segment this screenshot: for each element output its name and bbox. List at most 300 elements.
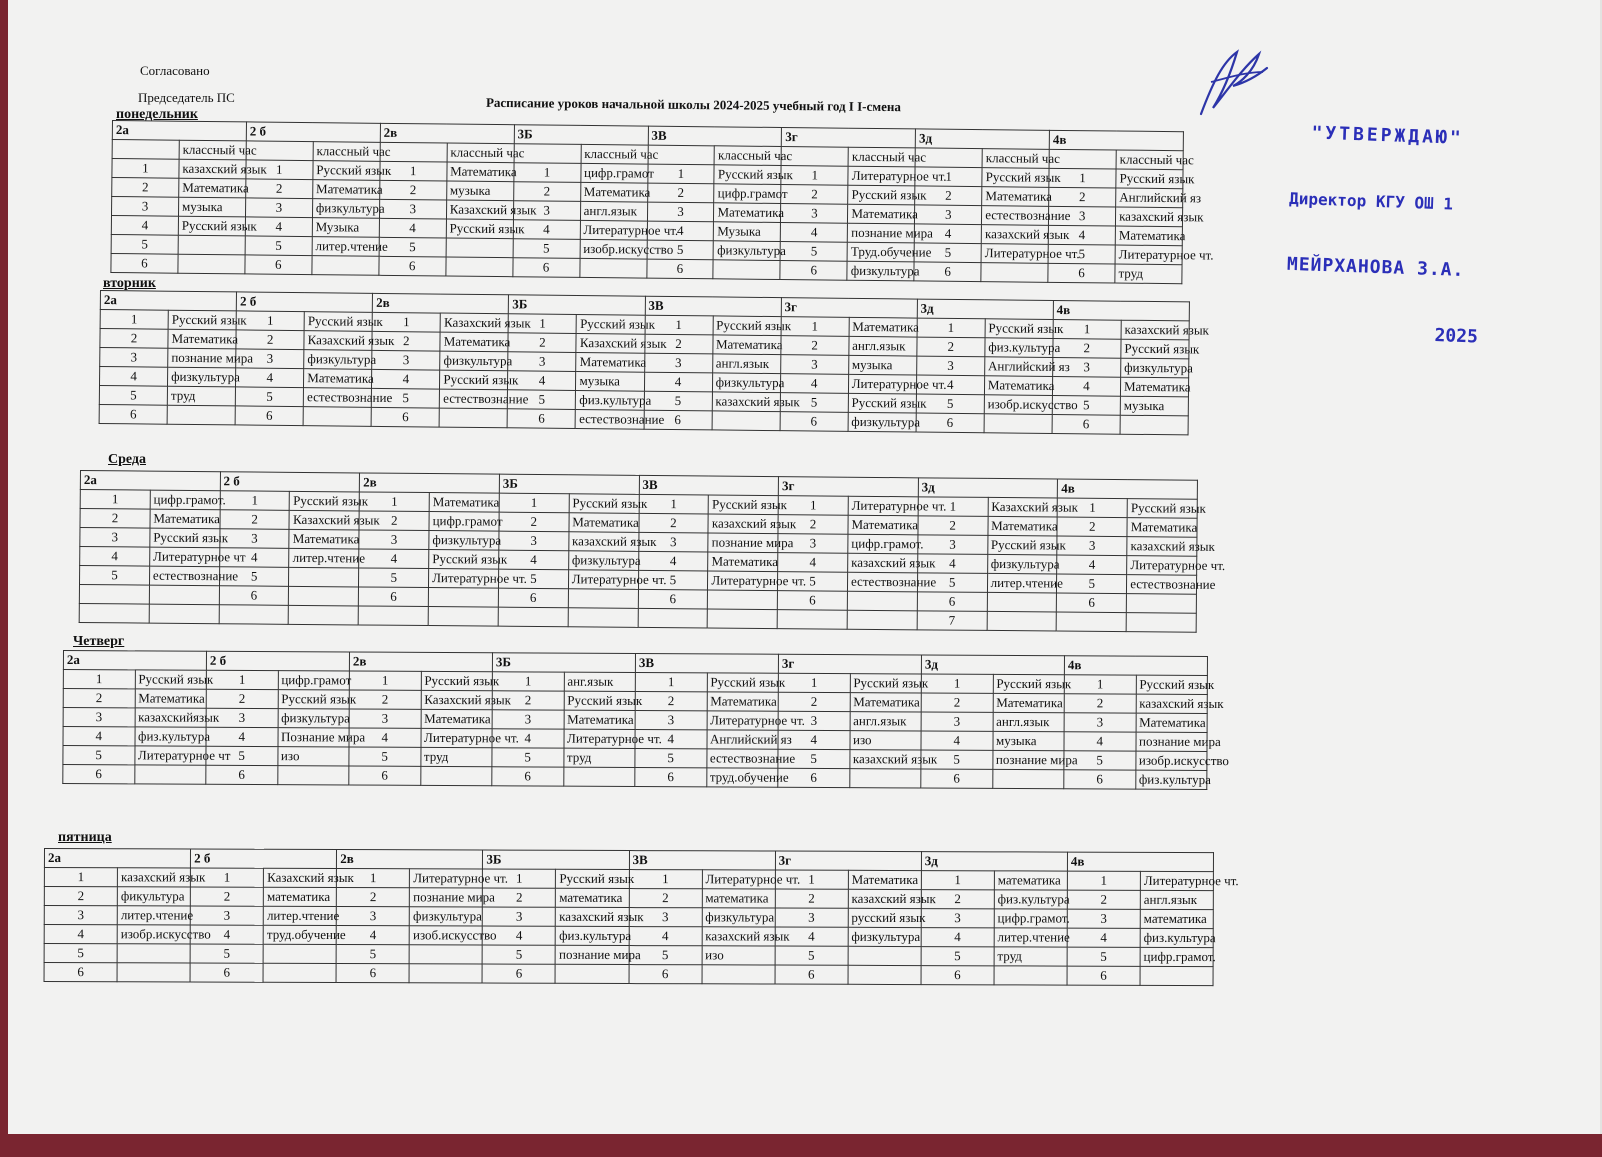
lesson-number: 4 bbox=[1067, 928, 1140, 947]
lesson-subject: естествознание bbox=[847, 572, 917, 592]
stamp-line-2: Директор КГУ ОШ 1 bbox=[1288, 188, 1454, 214]
lesson-number: 4 bbox=[336, 926, 409, 945]
lesson-subject: классный час bbox=[179, 140, 246, 160]
lesson-subject: классный час bbox=[313, 142, 380, 162]
lesson-number: 6 bbox=[629, 965, 702, 984]
lesson-number: 3 bbox=[781, 204, 848, 224]
lesson-number: 3 bbox=[775, 908, 848, 927]
lesson-number: 5 bbox=[778, 749, 850, 768]
lesson-subject: Русский язык bbox=[714, 165, 781, 185]
lesson-subject: познание мира bbox=[708, 533, 778, 553]
lesson-number: 5 bbox=[1064, 751, 1136, 770]
lesson-subject: музыка bbox=[446, 181, 513, 201]
lesson-number: 4 bbox=[917, 554, 987, 574]
lesson-number: 1 bbox=[918, 497, 988, 517]
lesson-subject: литер.чтение bbox=[987, 573, 1057, 593]
day-label: Четверг bbox=[73, 634, 125, 649]
lesson-number: 2 bbox=[190, 887, 263, 906]
lesson-subject: Русский язык bbox=[313, 161, 380, 181]
lesson-subject: Русский язык bbox=[850, 674, 922, 693]
lesson-subject: Русский язык bbox=[569, 494, 639, 514]
lesson-subject: труд bbox=[1115, 264, 1182, 284]
lesson-number: 4 bbox=[508, 371, 576, 391]
class-header: 3Б bbox=[514, 125, 648, 145]
lesson-number: 2 bbox=[644, 334, 712, 354]
lesson-subject: Русский язык bbox=[1136, 675, 1208, 694]
lesson-subject: естествознание bbox=[982, 206, 1049, 226]
lesson-number: 2 bbox=[647, 183, 714, 203]
lesson-number: 1 bbox=[1064, 675, 1136, 694]
lesson-subject: классный час bbox=[715, 146, 782, 166]
lesson-subject: познание мира bbox=[1135, 732, 1207, 751]
lesson-number: 5 bbox=[513, 239, 580, 259]
lesson-subject: физ.культура bbox=[1135, 770, 1207, 789]
lesson-subject: Русский язык bbox=[848, 393, 916, 413]
lesson-subject: труд.обучение bbox=[263, 925, 336, 944]
lesson-number: 1 bbox=[514, 163, 581, 183]
lesson-subject: Математика bbox=[447, 162, 514, 182]
lesson-number: 3 bbox=[111, 197, 178, 217]
lesson-subject: труд.обучение bbox=[706, 768, 778, 787]
lesson-subject: Математика bbox=[304, 369, 372, 389]
class-header: 3г bbox=[782, 128, 916, 148]
lesson-number: 2 bbox=[635, 691, 707, 710]
lesson-number: 2 bbox=[499, 512, 569, 532]
lesson-number: 4 bbox=[379, 218, 446, 238]
lesson-subject bbox=[178, 254, 245, 274]
lesson-number: 3 bbox=[513, 201, 580, 221]
lesson-number: 6 bbox=[778, 768, 850, 787]
lesson-number: 3 bbox=[921, 712, 993, 731]
lesson-number: 3 bbox=[236, 349, 304, 369]
lesson-number: 3 bbox=[44, 906, 117, 925]
lesson-subject: Математика bbox=[708, 552, 778, 572]
lesson-subject: музыка bbox=[1120, 396, 1188, 416]
lesson-subject: англ.язык bbox=[580, 201, 647, 221]
lesson-subject bbox=[178, 235, 245, 255]
lesson-subject: Музыка bbox=[714, 222, 781, 242]
lesson-subject: Русский язык bbox=[446, 219, 513, 239]
lesson-number: 2 bbox=[337, 888, 410, 907]
lesson-subject: казахский язык bbox=[179, 159, 246, 179]
lesson-number: 5 bbox=[1048, 244, 1115, 264]
lesson-number: 1 bbox=[337, 869, 410, 888]
lesson-number: 5 bbox=[219, 567, 289, 587]
lesson-number: 6 bbox=[1052, 414, 1120, 434]
lesson-number: 1 bbox=[246, 160, 313, 180]
lesson-number: 6 bbox=[780, 261, 847, 281]
lesson-subject: Русский язык bbox=[135, 670, 207, 689]
lesson-number: 1 bbox=[775, 870, 848, 889]
approved-label: Согласовано bbox=[140, 63, 210, 78]
lesson-subject: анг.язык bbox=[564, 672, 636, 691]
lesson-number: 6 bbox=[916, 413, 984, 433]
lesson-subject bbox=[1126, 594, 1196, 614]
lesson-number: 5 bbox=[349, 747, 421, 766]
lesson-number: 2 bbox=[112, 178, 179, 198]
lesson-subject: Математика bbox=[982, 187, 1049, 207]
lesson-subject: физкультура bbox=[440, 351, 508, 371]
lesson-subject: музыка bbox=[848, 355, 916, 375]
day-label: пятница bbox=[58, 830, 112, 845]
lesson-number: 6 bbox=[513, 258, 580, 278]
lesson-subject: Русский язык bbox=[421, 671, 493, 690]
lesson-subject: физкультура bbox=[848, 927, 921, 946]
class-header: 3д bbox=[921, 655, 1064, 675]
lesson-subject bbox=[579, 258, 646, 278]
lesson-number: 4 bbox=[219, 548, 289, 568]
lesson-subject: физ.культура bbox=[994, 890, 1067, 909]
lesson-number: 1 bbox=[778, 496, 848, 516]
lesson-number: 4 bbox=[916, 375, 984, 395]
lesson-subject: физкультура bbox=[568, 551, 638, 571]
lesson-subject: цифр.грамот bbox=[580, 163, 647, 183]
lesson-number: 5 bbox=[1067, 947, 1140, 966]
lesson-number: 3 bbox=[780, 355, 848, 375]
lesson-number: 3 bbox=[245, 198, 312, 218]
class-header: 2 б bbox=[246, 122, 380, 142]
lesson-subject: англ.язык bbox=[993, 712, 1065, 731]
approval-stamp bbox=[1283, 78, 1534, 394]
lesson-subject: Русский язык bbox=[168, 310, 236, 330]
lesson-number: 3 bbox=[349, 709, 421, 728]
lesson-number: 4 bbox=[778, 553, 848, 573]
lesson-number: 1 bbox=[100, 310, 168, 330]
lesson-number: 1 bbox=[915, 167, 982, 187]
lesson-number: 5 bbox=[379, 237, 446, 257]
lesson-subject: Русский язык bbox=[440, 370, 508, 390]
lesson-subject bbox=[289, 586, 359, 606]
lesson-number: 3 bbox=[647, 202, 714, 222]
lesson-number: 5 bbox=[508, 390, 576, 410]
lesson-subject: Литературное чт bbox=[134, 746, 206, 765]
lesson-subject: Математика bbox=[712, 335, 780, 355]
lesson-number: 4 bbox=[1048, 225, 1115, 245]
lesson-number: 5 bbox=[1052, 395, 1120, 415]
lesson-subject: казахский язык bbox=[1116, 207, 1183, 227]
lesson-number: 3 bbox=[918, 535, 988, 555]
lesson-number: 3 bbox=[916, 356, 984, 376]
lesson-subject: цифр.грамот. bbox=[994, 909, 1067, 928]
lesson-subject bbox=[167, 405, 235, 425]
lesson-subject: Литературное чт. bbox=[848, 166, 915, 186]
lesson-subject bbox=[277, 766, 349, 785]
lesson-number: 2 bbox=[483, 888, 556, 907]
lesson-number: 3 bbox=[1067, 909, 1140, 928]
lesson-subject bbox=[149, 585, 219, 605]
lesson-number: 6 bbox=[777, 591, 847, 611]
day-schedule-table bbox=[99, 290, 1210, 435]
lesson-number: 4 bbox=[190, 925, 263, 944]
lesson-subject: Казахский язык bbox=[289, 510, 359, 530]
lesson-number: 4 bbox=[372, 369, 440, 389]
lesson-subject: Математика bbox=[848, 204, 915, 224]
lesson-subject: Математика bbox=[848, 870, 921, 889]
lesson-number: 5 bbox=[914, 243, 981, 263]
lesson-subject: Математика bbox=[848, 515, 918, 535]
lesson-subject: Казахский язык bbox=[264, 868, 337, 887]
lesson-subject bbox=[439, 408, 507, 428]
lesson-subject: математика bbox=[556, 888, 629, 907]
lesson-subject bbox=[312, 256, 379, 276]
lesson-number: 3 bbox=[190, 906, 263, 925]
lesson-subject: Математика bbox=[580, 182, 647, 202]
lesson-subject: цифр.грамот. bbox=[150, 490, 220, 510]
lesson-subject: Литературное чт. bbox=[707, 711, 779, 730]
lesson-number: 6 bbox=[371, 407, 439, 427]
lesson-subject: Математика bbox=[850, 693, 922, 712]
lesson-subject bbox=[446, 238, 513, 258]
lesson-subject bbox=[428, 588, 498, 608]
lesson-number: 6 bbox=[498, 588, 568, 608]
lesson-number: 6 bbox=[349, 766, 421, 785]
lesson-number: 3 bbox=[80, 528, 150, 548]
lesson-number: 2 bbox=[349, 690, 421, 709]
lesson-subject: казахский язык bbox=[569, 532, 639, 552]
lesson-number: 5 bbox=[916, 394, 984, 414]
lesson-number: 5 bbox=[111, 234, 178, 254]
lesson-subject: казахский язык bbox=[848, 553, 918, 573]
class-header: 3В bbox=[645, 296, 781, 316]
lesson-number: 1 bbox=[206, 670, 278, 689]
lesson-subject: естествознание bbox=[440, 389, 508, 409]
lesson-subject: казахский язык bbox=[1136, 694, 1208, 713]
lesson-number: 4 bbox=[647, 221, 714, 241]
lesson-number: 2 bbox=[513, 182, 580, 202]
lesson-number: 5 bbox=[644, 391, 712, 411]
stamp-line-3: МЕЙРХАНОВА З.А. bbox=[1286, 253, 1465, 281]
lesson-number: 5 bbox=[80, 566, 150, 586]
lesson-subject: англ.язык bbox=[850, 712, 922, 731]
lesson-subject: Математика bbox=[564, 710, 636, 729]
lesson-number: 5 bbox=[245, 236, 312, 256]
lesson-number: 1 bbox=[1053, 319, 1121, 339]
lesson-number: 1 bbox=[372, 312, 440, 332]
lesson-subject bbox=[409, 945, 482, 964]
lesson-subject: Русский язык bbox=[987, 535, 1057, 555]
lesson-number: 2 bbox=[492, 691, 564, 710]
lesson-subject bbox=[702, 965, 775, 984]
lesson-subject: Английский яз bbox=[984, 357, 1052, 377]
lesson-subject bbox=[263, 944, 336, 963]
lesson-subject: Русский язык bbox=[1121, 339, 1189, 359]
lesson-subject: физкультура bbox=[714, 241, 781, 261]
lesson-subject: Казахский язык bbox=[576, 333, 644, 353]
lesson-subject: математика bbox=[994, 871, 1067, 890]
lesson-subject: Русский язык bbox=[290, 491, 360, 511]
lesson-number: 4 bbox=[492, 729, 564, 748]
lesson-number: 5 bbox=[235, 387, 303, 407]
lesson-number: 2 bbox=[921, 890, 994, 909]
class-header: 3г bbox=[781, 298, 917, 318]
lesson-number: 5 bbox=[629, 946, 702, 965]
lesson-subject: естествознание bbox=[149, 566, 219, 586]
lesson-subject: Математика bbox=[1115, 226, 1182, 246]
lesson-subject bbox=[149, 604, 219, 624]
lesson-number bbox=[777, 610, 847, 630]
lesson-number: 1 bbox=[778, 673, 850, 692]
lesson-number: 2 bbox=[780, 336, 848, 356]
lesson-number: 1 bbox=[80, 490, 150, 510]
lesson-subject: Русский язык bbox=[178, 216, 245, 236]
lesson-subject: познание мира bbox=[848, 223, 915, 243]
lesson-subject: познание мира bbox=[168, 348, 236, 368]
lesson-number: 2 bbox=[246, 179, 313, 199]
lesson-subject bbox=[420, 766, 492, 785]
lesson-subject: физкультура bbox=[702, 908, 775, 927]
lesson-subject: Литературное чт. bbox=[981, 244, 1048, 264]
lesson-subject: физ.культура bbox=[134, 727, 206, 746]
lesson-number: 4 bbox=[775, 927, 848, 946]
lesson-subject: математика bbox=[1140, 909, 1213, 928]
lesson-number: 1 bbox=[380, 161, 447, 181]
lesson-number: 3 bbox=[638, 532, 708, 552]
lesson-subject: литер.чтение bbox=[994, 928, 1067, 947]
class-header: 3д bbox=[916, 129, 1050, 149]
lesson-number: 6 bbox=[1057, 593, 1127, 613]
lesson-subject: изобр.искусство bbox=[1135, 751, 1207, 770]
lesson-subject: Русский язык bbox=[707, 673, 779, 692]
lesson-subject bbox=[713, 260, 780, 280]
lesson-number: 1 bbox=[921, 871, 994, 890]
lesson-subject bbox=[1126, 613, 1196, 633]
class-header: 2 б bbox=[206, 651, 349, 671]
lesson-subject: естествознание bbox=[706, 749, 778, 768]
lesson-number: 4 bbox=[44, 925, 117, 944]
lesson-subject: Математика bbox=[984, 376, 1052, 396]
lesson-number: 3 bbox=[63, 708, 135, 727]
page-title: Расписание уроков начальной школы 2024-2025 учебный год I I-смена bbox=[485, 94, 901, 115]
lesson-number: 1 bbox=[635, 672, 707, 691]
lesson-subject bbox=[984, 414, 1052, 434]
lesson-number: 6 bbox=[635, 767, 707, 786]
lesson-subject: физкультура bbox=[304, 350, 372, 370]
lesson-subject: познание мира bbox=[410, 888, 483, 907]
class-header: 3д bbox=[917, 299, 1053, 319]
lesson-number: 2 bbox=[1053, 338, 1121, 358]
lesson-number: 1 bbox=[781, 317, 849, 337]
lesson-subject: Казахский язык bbox=[421, 690, 493, 709]
lesson-subject bbox=[847, 591, 917, 611]
lesson-number: 2 bbox=[206, 689, 278, 708]
lesson-subject bbox=[289, 567, 359, 587]
lesson-subject: Литературное чт bbox=[149, 547, 219, 567]
class-header: 4в bbox=[1067, 852, 1213, 872]
lesson-subject: труд bbox=[420, 747, 492, 766]
class-header: 4в bbox=[1058, 479, 1198, 499]
lesson-subject: Математика bbox=[569, 513, 639, 533]
lesson-number: 2 bbox=[1057, 517, 1127, 537]
lesson-subject: Математика bbox=[440, 332, 508, 352]
lesson-subject: Математика bbox=[289, 529, 359, 549]
lesson-number: 5 bbox=[99, 386, 167, 406]
lesson-subject: Математика bbox=[313, 180, 380, 200]
lesson-subject: физкультура bbox=[168, 367, 236, 387]
lesson-number: 6 bbox=[644, 410, 712, 430]
lesson-subject: Математика bbox=[1127, 518, 1197, 538]
lesson-subject: англ.язык bbox=[849, 336, 917, 356]
lesson-number: 4 bbox=[778, 730, 850, 749]
lesson-subject: изо bbox=[702, 946, 775, 965]
lesson-number: 5 bbox=[206, 746, 278, 765]
class-header: 3г bbox=[778, 477, 918, 497]
lesson-subject: физ.культура bbox=[556, 926, 629, 945]
lesson-number: 6 bbox=[646, 259, 713, 279]
lesson-number: 3 bbox=[206, 708, 278, 727]
lesson-subject: цифр.грамот bbox=[429, 512, 499, 532]
lesson-number: 6 bbox=[775, 965, 848, 984]
class-header: 3В bbox=[629, 851, 775, 871]
lesson-subject: Литературное чт. bbox=[708, 571, 778, 591]
lesson-number: 3 bbox=[1057, 536, 1127, 556]
lesson-subject: англ.язык bbox=[1140, 890, 1213, 909]
lesson-subject: Литературное чт. bbox=[848, 374, 916, 394]
class-header: 2 б bbox=[236, 292, 372, 312]
lesson-number: 6 bbox=[482, 964, 555, 983]
lesson-subject: Русский язык bbox=[278, 690, 350, 709]
lesson-number: 6 bbox=[99, 404, 167, 424]
lesson-number bbox=[219, 605, 289, 625]
lesson-subject: Казахский язык bbox=[440, 313, 508, 333]
lesson-number: 2 bbox=[236, 330, 304, 350]
lesson-number bbox=[638, 608, 708, 628]
lesson-subject bbox=[409, 964, 482, 983]
lesson-subject bbox=[849, 769, 921, 788]
lesson-number: 2 bbox=[379, 180, 446, 200]
lesson-subject bbox=[847, 610, 917, 630]
lesson-number: 6 bbox=[206, 765, 278, 784]
day-label: понедельник bbox=[116, 107, 198, 122]
lesson-number: 1 bbox=[359, 492, 429, 512]
lesson-number bbox=[358, 606, 428, 626]
lesson-subject: Математика bbox=[1120, 377, 1188, 397]
lesson-number: 6 bbox=[921, 966, 994, 985]
lesson-subject: Математика bbox=[429, 493, 499, 513]
lesson-number: 5 bbox=[1057, 574, 1127, 594]
lesson-subject bbox=[994, 966, 1067, 985]
lesson-subject: математика bbox=[263, 887, 336, 906]
lesson-number: 3 bbox=[336, 907, 409, 926]
lesson-subject: англ.язык bbox=[712, 354, 780, 374]
lesson-number: 4 bbox=[63, 727, 135, 746]
class-header: 3г bbox=[778, 654, 921, 674]
lesson-subject bbox=[117, 963, 190, 982]
lesson-subject: естествознание bbox=[1127, 575, 1197, 595]
lesson-number: 3 bbox=[499, 531, 569, 551]
class-header: 3Б bbox=[492, 653, 635, 673]
lesson-subject: Русский язык bbox=[982, 168, 1049, 188]
lesson-number: 2 bbox=[1064, 694, 1136, 713]
lesson-number: 2 bbox=[921, 693, 993, 712]
lesson-number: 4 bbox=[483, 926, 556, 945]
lesson-number: 4 bbox=[644, 372, 712, 392]
lesson-subject: казахский язык bbox=[556, 907, 629, 926]
lesson-number: 5 bbox=[775, 946, 848, 965]
lesson-number: 3 bbox=[915, 205, 982, 225]
lesson-number: 3 bbox=[635, 710, 707, 729]
lesson-subject: Математика bbox=[993, 693, 1065, 712]
lesson-number: 6 bbox=[245, 255, 312, 275]
lesson-subject: Казахский язык bbox=[304, 331, 372, 351]
lesson-number: 3 bbox=[778, 534, 848, 554]
lesson-subject: физкультура bbox=[312, 199, 379, 219]
lesson-number: 1 bbox=[483, 869, 556, 888]
lesson-number: 3 bbox=[1053, 357, 1121, 377]
lesson-number: 1 bbox=[44, 868, 117, 887]
lesson-number: 5 bbox=[780, 393, 848, 413]
lesson-subject: Русский язык bbox=[429, 550, 499, 570]
lesson-number: 1 bbox=[349, 671, 421, 690]
